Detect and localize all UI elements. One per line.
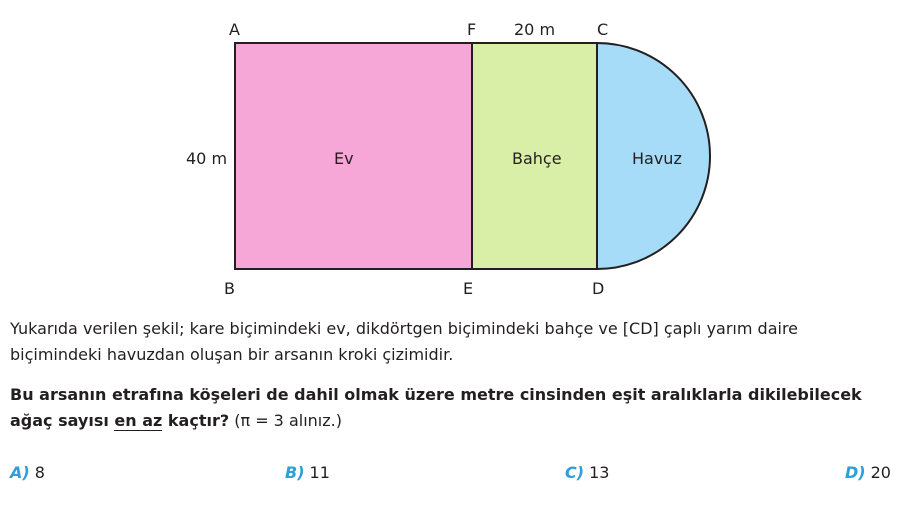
left-dimension-label: 40 m bbox=[186, 149, 228, 168]
point-label-e: E bbox=[463, 279, 474, 298]
point-label-c: C bbox=[597, 20, 609, 39]
pi-note: (π = 3 alınız.) bbox=[229, 411, 342, 430]
choice-a-label: A) bbox=[10, 463, 30, 482]
pool-label: Havuz bbox=[632, 149, 682, 168]
choice-c-label: C) bbox=[565, 463, 585, 482]
top-dimension-label: 20 m bbox=[514, 20, 556, 39]
problem-description: Yukarıda verilen şekil; kare biçimindeki ev, dikdörtgen biçimindeki bahçe ve [CD] çaplı yarım daire biçimindeki havuzdan oluşan bir arsanın kroki çizimidir. bbox=[10, 319, 799, 364]
garden-label: Bahçe bbox=[512, 149, 562, 168]
choice-a-value: 8 bbox=[34, 463, 45, 482]
question-text-part1: Bu arsanın etrafına köşeleri de dahil olmak üzere metre cinsinden eşit aralıklarla dikilebilecek ağaç sayısı bbox=[10, 385, 862, 430]
choice-a[interactable] bbox=[10, 462, 45, 484]
point-label-b: B bbox=[224, 279, 235, 298]
point-label-f: F bbox=[467, 20, 477, 39]
house-label: Ev bbox=[334, 149, 354, 168]
choice-c[interactable] bbox=[565, 462, 609, 484]
question-emphasis: en az bbox=[114, 411, 163, 430]
choice-b-value: 11 bbox=[309, 463, 330, 482]
problem-question bbox=[10, 382, 892, 434]
question-text-part2: kaçtır? bbox=[162, 411, 230, 430]
choice-d[interactable] bbox=[845, 462, 891, 484]
choice-c-value: 13 bbox=[589, 463, 610, 482]
choice-d-value: 20 bbox=[870, 463, 891, 482]
choice-b-label: B) bbox=[285, 463, 305, 482]
choice-b[interactable] bbox=[285, 462, 330, 484]
point-label-a: A bbox=[229, 20, 240, 39]
choice-d-label: D) bbox=[845, 463, 866, 482]
point-label-d: D bbox=[592, 279, 605, 298]
